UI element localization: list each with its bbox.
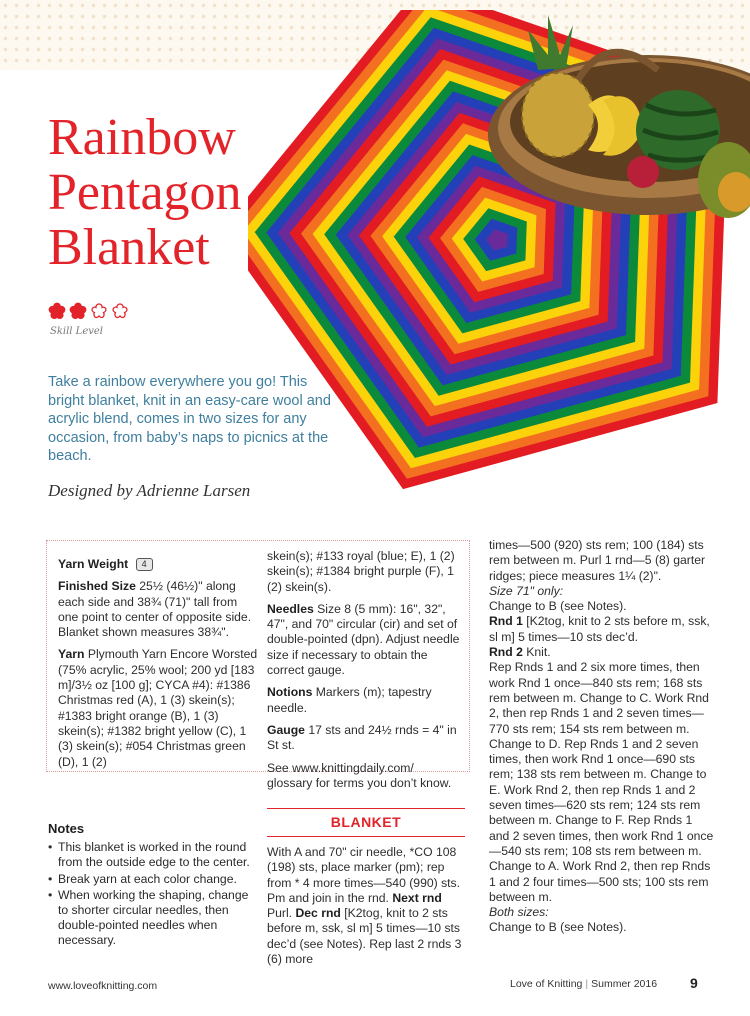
finished-size bbox=[58, 579, 258, 640]
rnd1-text: [K2tog, knit to 2 sts before m, ssk, sl m] 5 times—10 sts dec’d. bbox=[489, 614, 710, 644]
size71-text: Change to B (see Notes). bbox=[489, 599, 627, 614]
yarn-spec bbox=[58, 647, 258, 769]
notes-heading: Notes bbox=[48, 821, 85, 836]
magazine-name: Love of Knitting bbox=[510, 978, 583, 990]
rnd1 bbox=[489, 614, 714, 645]
footer-magazine: Love of Knitting | Summer 2016 bbox=[510, 978, 658, 990]
finished-size-text: 25½ (46½)" along each side and 38¾ (71)" tall from one point to center of opposite side. Blanket shown measures 38¾". bbox=[58, 579, 252, 640]
list-item: • Break yarn at each color change. bbox=[48, 872, 258, 887]
title-line: Pentagon bbox=[48, 164, 242, 221]
skill-flower-filled-icon bbox=[48, 302, 66, 320]
yarn-weight-badge: 4 bbox=[136, 558, 153, 571]
yarn-label: Yarn bbox=[58, 647, 85, 662]
dec-rnd-label: Dec rnd bbox=[295, 906, 341, 921]
skill-flower-empty-icon bbox=[90, 302, 108, 320]
specs-column-1 bbox=[58, 557, 258, 777]
rnd1-label: Rnd 1 bbox=[489, 614, 523, 629]
needles-spec bbox=[267, 602, 462, 678]
needles-text: Size 8 (5 mm): 16", 32", 47", and 70" circular (cir) and set of double-pointed (dpn). Adjust needle size if necessary to obtain the correct gauge. bbox=[267, 601, 460, 678]
rnd2-label: Rnd 2 bbox=[489, 645, 523, 660]
specs-column-2 bbox=[267, 549, 462, 798]
notions-text: Markers (m); tapestry needle. bbox=[267, 685, 432, 715]
size71-heading: Size 71" only: bbox=[489, 583, 564, 598]
rep-text: Rep last 2 rnds 3 (6) more bbox=[267, 936, 462, 967]
size71-label bbox=[489, 584, 714, 599]
finished-size-label: Finished Size bbox=[58, 579, 136, 594]
issue-name: Summer 2016 bbox=[591, 978, 658, 990]
both-sizes-text: Change to B (see Notes). bbox=[489, 920, 627, 935]
notions-spec bbox=[267, 685, 462, 716]
rnd2-text: Knit. bbox=[526, 645, 551, 660]
pattern-column-1 bbox=[267, 845, 465, 974]
notes-list bbox=[48, 840, 258, 948]
pattern-intro: With A and 70" cir needle, *CO 108 (198) sts, place marker (pm); rep from * 4 more times—540 (990) sts. Pm and join in the rnd. bbox=[267, 845, 461, 905]
rep-instructions: Rep Rnds 1 and 2 six more times, then work Rnd 1 once—840 sts rem; 168 sts rem between m. Change to C. Work Rnd 2, then rep Rnds 1 and 2 seven times—770 sts rem; 154 sts rem between m. Change to D. Rep Rnds 1 and 2 seven times, then work Rnd 1 once—690 sts rem; 138 sts rem between m. Change to E. Work Rnd 2, then rep Rnds 1 and 2 seven times—620 sts rem; 124 sts rem between m. Change to F. Rep Rnds 1 and 2 seven times, then work Rnd 1 once—540 sts rem; 108 sts rem between m. Change to A. Work Rnd 2, then rep Rnds 1 and 2 four times—500 sts; 100 sts rem between m. bbox=[489, 660, 714, 904]
notes-section bbox=[48, 821, 258, 950]
blanket-photo bbox=[248, 10, 750, 512]
skill-level-label: Skill Level bbox=[50, 326, 104, 337]
dec-rnd-text: [K2tog, knit to 2 sts before m, ssk, sl m] 5 times—10 sts dec’d (see Notes). bbox=[267, 906, 461, 951]
list-item: • When working the shaping, change to shorter circular needles, then double-pointed needles when necessary. bbox=[48, 888, 258, 949]
notions-label: Notions bbox=[267, 685, 313, 700]
skill-level-indicator bbox=[48, 302, 168, 344]
skill-flower-filled-icon bbox=[69, 302, 87, 320]
plum bbox=[627, 156, 659, 188]
skill-flower-empty-icon bbox=[111, 302, 129, 320]
next-rnd-label: Next rnd bbox=[392, 890, 442, 905]
title-line: Rainbow bbox=[48, 109, 236, 166]
needles-label: Needles bbox=[267, 601, 314, 616]
page-number: 9 bbox=[690, 975, 698, 991]
pattern-text bbox=[267, 845, 465, 967]
yarn-weight bbox=[58, 557, 258, 572]
blanket-heading: BLANKET bbox=[267, 808, 465, 837]
both-sizes-label bbox=[489, 905, 714, 920]
pattern-continued: times—500 (920) sts rem; 100 (184) sts rem between m. Purl 1 rnd—5 (8) garter ridges; piece measures 1¼ (2)". bbox=[489, 538, 706, 583]
footer-website: www.loveofknitting.com bbox=[48, 980, 158, 992]
gauge-text: 17 sts and 24½ rnds = 4" in St st. bbox=[267, 722, 457, 753]
rnd2 bbox=[489, 645, 714, 660]
both-sizes-heading: Both sizes: bbox=[489, 905, 549, 920]
title-line: Blanket bbox=[48, 219, 210, 276]
next-rnd-text: Purl. bbox=[267, 906, 293, 921]
list-item: • This blanket is worked in the round from the outside edge to the center. bbox=[48, 840, 258, 870]
gauge-label: Gauge bbox=[267, 722, 305, 737]
yarn-weight-label: Yarn Weight bbox=[58, 557, 129, 571]
gauge-spec bbox=[267, 723, 462, 754]
yarn-text: Plymouth Yarn Encore Worsted (75% acrylic, 25% wool; 200 yd [183 m]/3½ oz [100 g]; CYCA #4): #1386 Christmas red (A), 1 (3) skein(s); #1383 bright orange (B), 1 (3) skein(s); #1382 bright yellow (C), 1 (3) skein(s); #054 Christmas green (D), 1 (2) bbox=[58, 647, 258, 769]
yarn-spec-continued: skein(s); #133 royal (blue; E), 1 (2) skein(s); #1384 bright purple (F), 1 (2) skein(s). bbox=[267, 549, 455, 594]
pattern-column-2 bbox=[489, 538, 714, 936]
intro-paragraph: Take a rainbow everywhere you go! This bright blanket, knit in an easy-care wool and acrylic blend, comes in two sizes for any occasion, from baby’s naps to picnics at the beach. bbox=[48, 374, 331, 464]
glossary-note: See www.knittingdaily.com/ glossary for terms you don’t know. bbox=[267, 760, 452, 790]
designer-byline: Designed by Adrienne Larsen bbox=[48, 481, 251, 500]
